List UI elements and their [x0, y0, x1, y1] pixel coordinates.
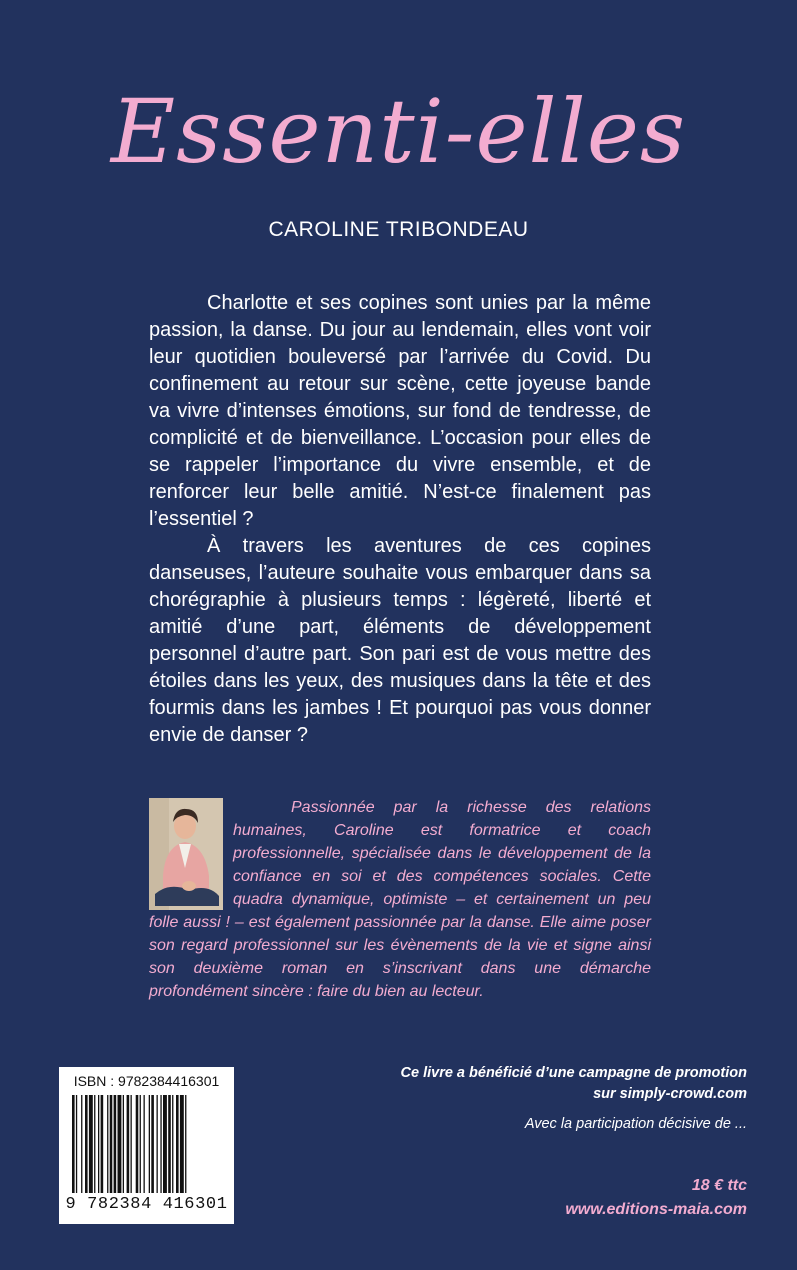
- isbn-text: ISBN : 9782384416301: [73, 1073, 220, 1089]
- publisher-website[interactable]: www.editions-maia.com: [565, 1201, 747, 1218]
- synopsis-paragraph: À travers les aventures de ces copines danseuses, l’auteure souhaite vous embarquer dans sa chorégraphie à plusieurs temps : légèreté, liberté et amitié d’une part, éléments de développement personnel d’autre part. Son pari est de vous mettre des étoiles dans les yeux, des musiques dans la tête et des fourmis dans les jambes ! Et pourquoi pas vous donner envie de danser ?: [149, 535, 651, 746]
- synopsis-paragraph: Charlotte et ses copines sont unies par la même passion, la danse. Du jour au lendemain, elles vont voir leur quotidien bouleversé par l’arrivée du Covid. Du confinement au retour sur scène, cette joyeuse bande va vivre d’intenses émotions, sur fond de tendresse, de complicité et de bienveillance. L’occasion pour elles de se rappeler l’importance du vivre ensemble, et de renforcer leur belle amitié. N’est-ce finalement pas l’essentiel ?: [149, 292, 651, 530]
- synopsis: [149, 290, 651, 749]
- book-title: Essenti-elles: [110, 80, 687, 183]
- photo-spacer: [149, 796, 233, 908]
- price: 18 € ttc: [691, 1177, 747, 1194]
- promo-notice: [401, 1063, 747, 1105]
- barcode-label: [59, 1067, 234, 1224]
- barcode-digits: 9 782384 416301: [65, 1195, 228, 1214]
- author-name: CAROLINE TRIBONDEAU: [268, 218, 529, 241]
- price-block: [565, 1174, 747, 1222]
- promo-site: sur simply-crowd.com: [593, 1086, 747, 1102]
- bio-text: Passionnée par la richesse des relations humaines, Caroline est formatrice et coach professionnelle, spécialisée dans le développement de la confiance en soi et des compétences sociales. Cette quadra dynamique, optimiste – et certainement un peu folle aussi ! – est également passionnée par la danse. Elle aime poser son regard professionnel sur les évènements de la vie et signe ainsi son deuxième roman en s’inscrivant dans une démarche profondément sincère : faire du bien au lecteur.: [149, 799, 651, 1000]
- barcode-icon: [72, 1095, 222, 1195]
- author-bio: [149, 796, 651, 1003]
- participation-note: Avec la participation décisive de ...: [524, 1116, 747, 1132]
- promo-line: Ce livre a bénéficié d’une campagne de promotion: [400, 1065, 747, 1081]
